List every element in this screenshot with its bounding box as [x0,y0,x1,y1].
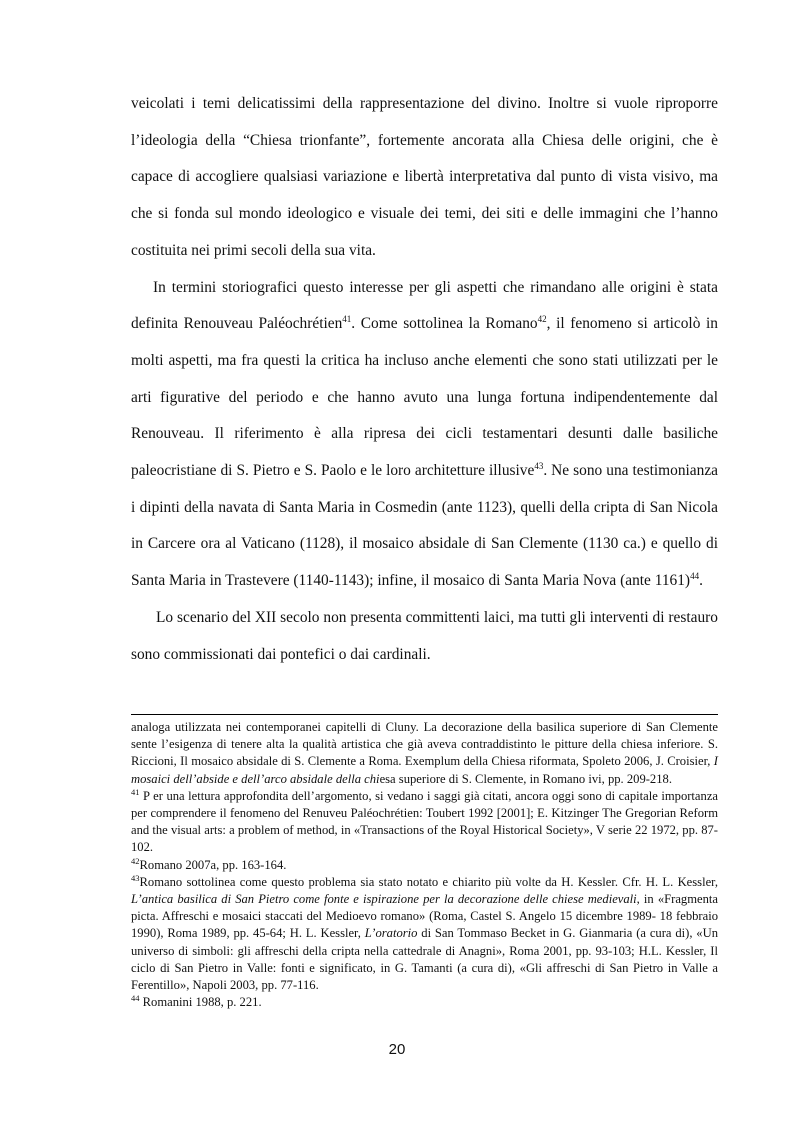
footnote-ref-42[interactable]: 42 [537,314,547,325]
footnote-44-number: 44 [131,993,140,1004]
footnote-43-title-1: L’antica basilica di San Pietro come fonte e ispirazione per la decorazione delle chiese medievali [131,892,637,907]
paragraph-2-text-d: . Ne sono una testimonianza i dipinti della navata di Santa Maria in Cosmedin (ante 1123), quelli della cripta di San Nicola in Carcere ora al Vaticano (1128), il mosaico absidale di San Clemente (1130 ca.) e quello di Santa Maria in Trastevere (1140-1143); infine, il mosaico di Santa Maria Nova (ante 1161) [131,462,718,590]
footnotes [131,719,718,1011]
footnote-42 [131,857,718,874]
footnote-41-text: P er una lettura approfondita dell’argomento, si vedano i saggi già citati, ancora oggi sono di capitale importanza per comprendere il fenomeno del Renuveu Paléochrétien: Toubert 1992 [2001]; E. Kitzinger The Gregorian Reform and the visual arts: a problem of method, in «Transactions of the Royal Historical Society», V serie 22 1972, pp. 87-102. [131,788,718,855]
footnote-44-text: Romanini 1988, p. 221. [139,995,262,1010]
paragraph-2 [131,270,718,600]
footnote-43-text-a: Romano sottolinea come questo problema sia stato notato e chiarito più volte da H. Kessler. Cfr. H. L. Kessler, [139,874,718,889]
footnote-43-title-2: L’oratorio [364,926,418,941]
main-text [131,86,718,673]
footnote-44 [131,994,718,1011]
footnote-ref-41[interactable]: 41 [342,314,352,325]
footnote-43-number: 43 [131,872,140,883]
footnote-43 [131,874,718,994]
footnote-separator [131,714,718,715]
paragraph-3: Lo scenario del XII secolo non presenta committenti laici, ma tutti gli interventi di restauro sono commissionati dai pontefici o dai cardinali. [131,608,718,663]
paragraph-2-text-c: , il fenomeno si articolò in molti aspetti, ma fra questi la critica ha incluso anche elementi che sono stati utilizzati per le arti figurative del periodo e che hanno avuto una lunga fortuna indipendentemente dal Renouveau. Il riferimento è alla ripresa dei cicli testamentari desunti dalle basiliche paleocristiane di S. Pietro e S. Paolo e le loro architetture illusive [131,315,718,480]
footnote-43-text-b: , in «Fragmenta picta. Affreschi e mosaici staccati del Medioevo romano» (Roma, Castel S. Angelo 15 dicembre 1989- 18 febbraio 1990), Roma 1989, pp. 45-64; H. L. Kessler, [131,892,718,941]
paragraph-2-text-e: . [699,572,703,590]
footnote-41-number: 41 [131,786,140,797]
footnote-42-number: 42 [131,855,140,866]
paragraph-2-text-a: In termini storiografici questo interesse per gli aspetti che rimandano alle origini è stata definita Renouveau Paléochrétien [131,278,718,333]
footnote-continued-b: esa superiore di S. Clemente, in Romano ivi, pp. 209-218. [379,771,672,786]
footnote-43-text-c: di San Tommaso Becket in G. Gianmaria (a cura di), «Un universo di simboli: gli affreschi della cripta nella cattedrale di Anagni», Roma 2001, pp. 93-103; H.L. Kessler, Il ciclo di San Pietro in Valle: fonti e significato, in G. Tamanti (a cura di), «Gli affreschi di San Pietro in Valle a Ferentillo», Napoli 2003, pp. 77-116. [131,926,718,993]
footnote-continued [131,719,718,788]
footnote-ref-43[interactable]: 43 [534,460,544,471]
footnote-continued-a: analoga utilizzata nei contemporanei capitelli di Cluny. La decorazione della basilica superiore di San Clemente sente l’esigenza di tenere alta la qualità artistica che già aveva contraddistinto le pitture della chiesa inferiore. S. Riccioni, Il mosaico absidale di S. Clemente a Roma. Exemplum della Chiesa riformata, Spoleto 2006, J. Croisier, [131,720,718,769]
paragraph-1: veicolati i temi delicatissimi della rappresentazione del divino. Inoltre si vuole riproporre l’ideologia della “Chiesa trionfante”, fortemente ancorata alla Chiesa delle origini, che è capace di accogliere qualsiasi variazione e libertà interpretativa dal punto di vista visivo, ma che si fonda sul mondo ideologico e visuale dei temi, dei siti e delle immagini che l’hanno costituita nei primi secoli della sua vita. [131,95,718,259]
page-number: 20 [388,1041,406,1058]
footnote-41 [131,788,718,857]
footnote-42-text: Romano 2007a, pp. 163-164. [139,857,287,872]
footnote-ref-44[interactable]: 44 [690,571,700,582]
footnote-continued-title: I mosaici dell’abside e dell’arco absidale della chi [131,754,718,786]
paragraph-2-text-b: . Come sottolinea la Romano [351,315,538,333]
